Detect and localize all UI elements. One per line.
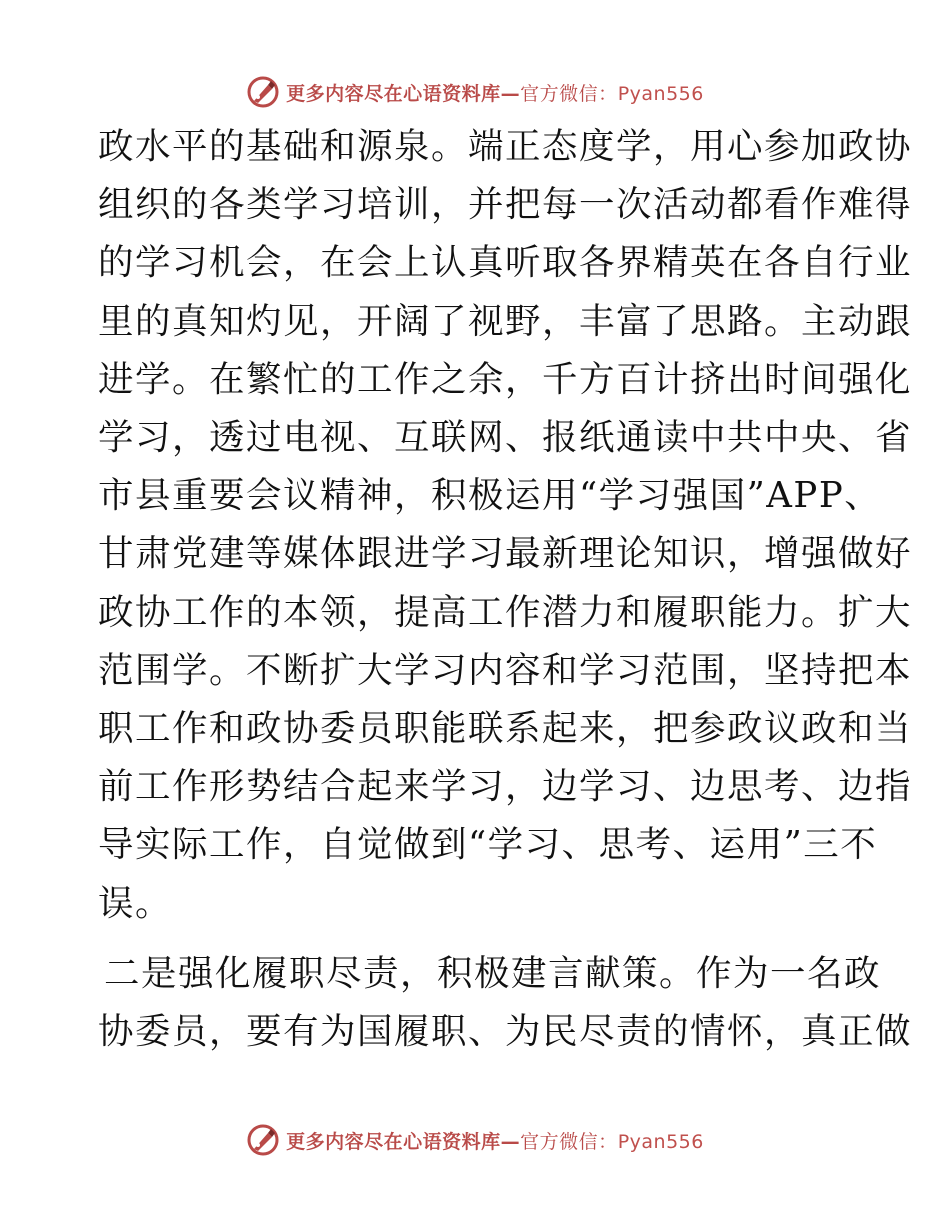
paragraph-1 bbox=[98, 118, 913, 933]
banner-content bbox=[246, 1123, 704, 1157]
banner-brand: 更多内容尽在心语资料库 bbox=[286, 1130, 501, 1153]
text-line: 前工作形势结合起来学习，边学习、边思考、边指 bbox=[98, 766, 913, 808]
text-line: 甘肃党建等媒体跟进学习最新理论知识，增强做好 bbox=[98, 533, 913, 575]
text-line: 政水平的基础和源泉。端正态度学，用心参加政协 bbox=[98, 126, 913, 167]
text-line: 职工作和政协委员职能联系起来，把参政议政和当 bbox=[98, 708, 913, 750]
banner-content bbox=[246, 75, 704, 109]
text-line: 协委员，要有为国履职、为民尽责的情怀，真正做 bbox=[98, 1011, 913, 1053]
text-line: 里的真知灼见，开阔了视野，丰富了思路。主动跟 bbox=[98, 300, 913, 342]
banner-wechat-label: 官方微信： bbox=[520, 82, 618, 105]
document-body bbox=[98, 118, 913, 1061]
text-line: 学习，透过电视、互联网、报纸通读中共中央、省 bbox=[98, 417, 913, 459]
paragraph-2 bbox=[98, 945, 913, 1061]
pen-logo-icon bbox=[246, 1123, 280, 1157]
header-banner bbox=[0, 72, 950, 112]
banner-wechat-id: Pyan556 bbox=[617, 1130, 704, 1153]
text-line: 组织的各类学习培训，并把每一次活动都看作难得 bbox=[98, 184, 913, 226]
banner-separator: — bbox=[500, 1130, 521, 1153]
banner-brand: 更多内容尽在心语资料库 bbox=[286, 82, 501, 105]
text-line: 政协工作的本领，提高工作潜力和履职能力。扩大 bbox=[98, 591, 913, 633]
text-line: 范围学。不断扩大学习内容和学习范围，坚持把本 bbox=[98, 649, 913, 691]
banner-wechat-label: 官方微信： bbox=[520, 1130, 618, 1153]
text-line: 的学习机会，在会上认真听取各界精英在各自行业 bbox=[98, 242, 913, 284]
text-line: 误。 bbox=[98, 882, 173, 924]
banner-text bbox=[286, 79, 704, 106]
banner-wechat-id: Pyan556 bbox=[617, 82, 704, 105]
pen-logo-icon bbox=[246, 75, 280, 109]
footer-banner bbox=[0, 1120, 950, 1160]
text-line: 二是强化履职尽责，积极建言献策。作为一名政 bbox=[104, 952, 882, 994]
banner-text bbox=[286, 1127, 704, 1154]
banner-separator: — bbox=[500, 82, 521, 105]
text-line: 导实际工作，自觉做到“学习、思考、运用”三不 bbox=[98, 824, 878, 866]
text-line: 进学。在繁忙的工作之余，千方百计挤出时间强化 bbox=[98, 358, 913, 400]
text-line: 市县重要会议精神，积极运用“学习强国”APP、 bbox=[98, 475, 882, 517]
